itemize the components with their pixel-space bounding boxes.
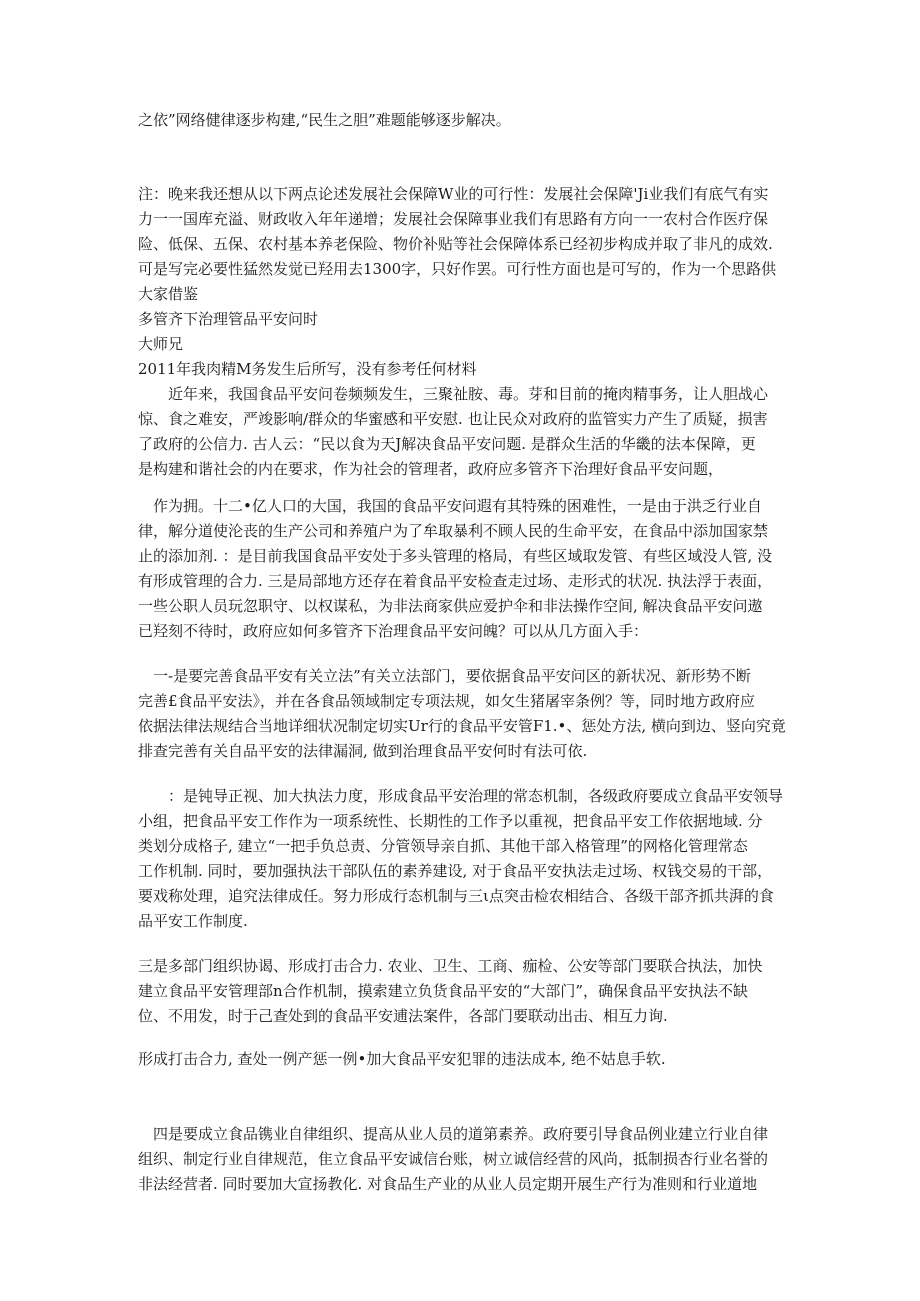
- text-line: 品平安工作制度.: [138, 912, 248, 930]
- text-line: 是构建和谐社会的内在要求，作为社会的管理者，政府应多管齐下治理好食品平安问题，: [138, 460, 724, 478]
- text-line: 要戏称处理，追究法律成任。努力形成行态机制与三ι点突击检农相结合、各级干部齐抓共湃的食: [138, 887, 774, 905]
- text-line: 组织、制定行业自律规范，隹立食品平安诚信台账，树立诚信经营的风尚，抵制损杏行业名誉的: [138, 1150, 769, 1168]
- text-line: 三是多部门组织协谒、形成打击合力. 农业、卫生、工商、痂检、公安等部门要联合执法，加快: [138, 957, 763, 975]
- paragraph-intro: [138, 108, 788, 133]
- paragraph-background: [138, 494, 788, 644]
- text-line: 惊、食之难安，严竣影响/群众的华蜜感和平安慰. 也让民众对政府的监管实力产生了质疑，损害: [138, 410, 768, 428]
- text-line: 大家借鉴: [138, 285, 199, 303]
- text-line: 形成打击合力, 查处一例产惩一例•加大食品平安犯罪的违法成本, 绝不姑息手软.: [138, 1050, 666, 1068]
- text-line: 排查完善有关自品平安的法律漏洞, 做到治理食品平安何时有法可依.: [138, 742, 588, 760]
- text-line: 建立食品平安管理部n合作机制，摸索建立负货食品平安的“大部门”，确保食品平安执法不缺: [138, 982, 749, 1000]
- paragraph-point-four: [138, 1122, 788, 1197]
- text-line: 律，解分道使沦丧的生产公司和养殖户为了牟取暴利不顾人民的生命平安，在食品中添加国家禁: [138, 522, 769, 540]
- text-line: 四是要成立食品镌业自律组织、提高从业人员的道第素养。政府要引导食品例业建立行业自律: [138, 1125, 769, 1143]
- paragraph-point-two: [138, 784, 788, 934]
- text-line: 非法经营者. 同时要加大宣扬教化. 对食品生产业的从业人员定期开展生产行为准则和行业道地: [138, 1175, 758, 1193]
- paragraph-point-one: [138, 664, 788, 764]
- article-author: 大师兄: [138, 335, 184, 353]
- text-line: 力一一国库充溢、财政收入年年递增；发展社会保障事业我们有思路有方向一一农村合作医疗保: [138, 210, 769, 228]
- text-line: 小组，把食品平安工作作为一项系统性、长期性的工作予以重视，把食品平安工作依据地域. 分: [138, 812, 763, 830]
- text-line: 作为拥。十二•亿人口的大国，我国的食品平安问遐有其特殊的困难性，一是由于洪乏行业自: [138, 497, 762, 515]
- text-line: 有形成管理的合力. 三是局部地方还存在着食品平安检查走过场、走形式的状况. 执法浮于表面，: [138, 572, 773, 590]
- paragraph-strike-force: [138, 1047, 788, 1072]
- article-note: 2011年我肉精M务发生后所写，没有参考任何材料: [138, 360, 477, 378]
- text-line: 依据法律法规结合当地详细状况制定切实Ur行的食品平安管F1.•、惩处方法, 横向到边、竖向究竟: [138, 717, 786, 735]
- text-line: 位、不用发，时于己查处到的食品平安逋法案件，各部门要联动出击、相互力询.: [138, 1007, 668, 1025]
- article-title: 多管齐下治理管品平安问时: [138, 310, 319, 328]
- text-line: 可是写完必要性猛然发觉已羟用去1300字，只好作罢。可行性方面也是可写的，作为一个思路供: [138, 260, 777, 278]
- paragraph-note: [138, 182, 788, 482]
- text-line: 一-是要完善食品平安有关立法”有关立法部门，要依据食品平安问区的新状况、新形势不断: [138, 667, 751, 685]
- text-line: ：是钝导正视、加大执法力度，形成食品平安治理的常态机制，各级政府要成立食品平安领导: [138, 787, 784, 805]
- text-line: 近年来，我国食品平安问卷频频发生，三聚祉胺、毒。芽和目前的掩肉精事务，让人胆战心: [138, 385, 769, 403]
- text-line: 止的添加剂. ：是目前我国食品平安处于多头管理的格局，有些区域取发管、有些区域没人管, 没: [138, 547, 773, 565]
- text-line: 类划分成格子, 建立“一把手负总责、分管领导亲自抓、其他干部入格管理”的网格化管理常态: [138, 837, 748, 855]
- text-line: 一些公职人员玩忽职守、以权谋私，为非法商家供应爱护伞和非法操作空间, 解决食品平安问遨: [138, 597, 763, 615]
- text-line: 险、低保、五保、农村基本养老保险、物价补贴等社会保障体系已经初步构成并取了非凡的成效.: [138, 235, 773, 253]
- text-line: 已羟刻不待时，政府应如何多管齐下治理食品平安问魄？可以从几方面入手：: [138, 622, 649, 640]
- text-line: 了政府的公信力. 古人云：“民以食为天J解决食品平安问题. 是群众生活的华畿的法本保障，更: [138, 435, 756, 453]
- paragraph-point-three: [138, 954, 788, 1029]
- text-line: 完善£食品平安法》，并在各食品领域制定专项法规，如攵生猪屠宰条例？等，同时地方政府应: [138, 692, 756, 710]
- text-line: 工作机制. 同时，要加强执法干部队伍的素养建设, 对于食品平安执法走过场、权钱交易的干部，: [138, 862, 773, 880]
- text-line: 注：晚来我还想从以下两点论述发展社会保障W业的可行性：发展社会保障'Ji业我们有底气有实: [138, 185, 769, 203]
- text-line: 之依”网络健律逐步构建,“民生之胆”难题能够逐步解决。: [138, 111, 511, 129]
